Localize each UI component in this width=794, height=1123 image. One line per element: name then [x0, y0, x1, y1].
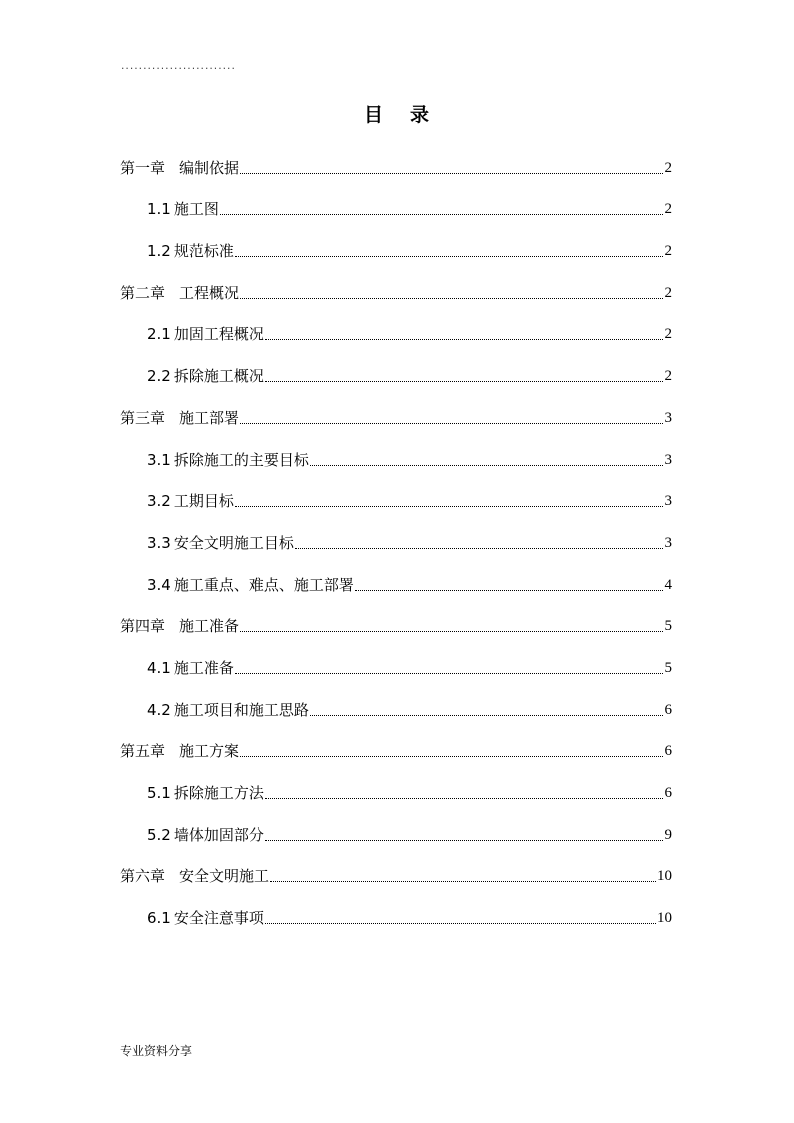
toc-dot-leader [310, 714, 663, 716]
toc-entry-number: 2.1 [147, 325, 171, 344]
toc-entry-title: 工期目标 [173, 492, 234, 511]
toc-section-entry[interactable] [120, 636, 672, 678]
toc-entry-title: 加固工程概况 [173, 325, 264, 344]
toc-entry-title: 施工部署 [179, 408, 240, 427]
toc-entry-label [120, 158, 239, 178]
toc-entry-number: 第二章 [120, 283, 166, 302]
toc-chapter-entry[interactable] [120, 386, 672, 428]
toc-entry-number: 第三章 [120, 408, 166, 427]
toc-page-number: 3 [664, 493, 672, 510]
toc-entry-number: 3.4 [147, 575, 171, 594]
toc-entry-number: 第一章 [120, 158, 166, 177]
toc-entry-title: 施工准备 [179, 617, 240, 636]
toc-entry-number: 第五章 [120, 742, 166, 761]
toc-dot-leader [265, 380, 663, 382]
toc-entry-number: 4.1 [147, 658, 171, 677]
toc-entry-label [120, 366, 264, 386]
toc-chapter-entry[interactable] [120, 261, 672, 303]
toc-entry-number: 3.3 [147, 533, 171, 552]
toc-entry-title: 安全文明施工 [179, 867, 270, 886]
toc-section-entry[interactable] [120, 344, 672, 386]
toc-section-entry[interactable] [120, 678, 672, 720]
toc-page-number: 3 [664, 534, 672, 551]
toc-entry-title: 施工项目和施工思路 [173, 700, 309, 719]
toc-page-number: 6 [664, 743, 672, 760]
toc-entry-label [120, 908, 264, 928]
toc-dot-leader [235, 505, 663, 507]
toc-entry-label [120, 825, 264, 845]
toc-entry-number: 3.2 [147, 492, 171, 511]
toc-page-number: 10 [657, 910, 672, 927]
toc-entry-title: 施工方案 [179, 742, 240, 761]
toc-entry-title: 施工准备 [173, 658, 234, 677]
toc-entry-label [120, 491, 234, 511]
toc-entry-number: 第四章 [120, 617, 166, 636]
toc-entry-title: 拆除施工概况 [173, 367, 264, 386]
toc-entry-number: 5.2 [147, 825, 171, 844]
toc-page-number: 10 [657, 868, 672, 885]
header-dotted-line: .......................... [120, 62, 235, 72]
toc-entry-label [120, 866, 269, 886]
toc-page-number: 6 [664, 701, 672, 718]
toc-entry-label [120, 700, 309, 720]
toc-page-number: 2 [664, 368, 672, 385]
toc-section-entry[interactable] [120, 511, 672, 553]
toc-page-number: 9 [664, 826, 672, 843]
toc-entry-title: 拆除施工的主要目标 [173, 450, 309, 469]
toc-chapter-entry[interactable] [120, 595, 672, 637]
toc-section-entry[interactable] [120, 886, 672, 928]
table-of-contents [120, 136, 672, 928]
toc-entry-label [120, 575, 354, 595]
toc-page-number: 5 [664, 659, 672, 676]
toc-entry-number: 4.2 [147, 700, 171, 719]
toc-dot-leader [240, 172, 663, 174]
toc-page-number: 2 [664, 201, 672, 218]
toc-page-number: 3 [664, 409, 672, 426]
toc-section-entry[interactable] [120, 428, 672, 470]
toc-section-entry[interactable] [120, 761, 672, 803]
toc-section-entry[interactable] [120, 303, 672, 345]
toc-dot-leader [220, 213, 663, 215]
toc-dot-leader [235, 255, 663, 257]
toc-entry-label [120, 199, 219, 219]
toc-dot-leader [265, 338, 663, 340]
toc-dot-leader [265, 922, 656, 924]
toc-dot-leader [235, 672, 663, 674]
toc-page-number: 2 [664, 284, 672, 301]
toc-entry-title: 编制依据 [179, 158, 240, 177]
toc-chapter-entry[interactable] [120, 136, 672, 178]
toc-section-entry[interactable] [120, 553, 672, 595]
page-title [0, 100, 794, 127]
toc-entry-label [120, 533, 294, 553]
toc-dot-leader [240, 755, 663, 757]
toc-page-number: 2 [664, 326, 672, 343]
toc-page-number: 6 [664, 785, 672, 801]
toc-entry-title: 规范标准 [173, 242, 234, 261]
toc-dot-leader [270, 880, 656, 882]
toc-chapter-entry[interactable] [120, 845, 672, 887]
toc-entry-title: 安全注意事项 [173, 909, 264, 928]
toc-entry-number: 2.2 [147, 367, 171, 386]
toc-dot-leader [265, 839, 663, 841]
toc-dot-leader [240, 630, 663, 632]
page-title-part1: 目 [363, 104, 384, 126]
toc-section-entry[interactable] [120, 470, 672, 512]
toc-entry-title: 工程概况 [179, 283, 240, 302]
toc-page-number: 5 [664, 618, 672, 635]
toc-entry-number: 3.1 [147, 450, 171, 469]
toc-entry-number: 6.1 [147, 909, 171, 928]
toc-entry-label [120, 324, 264, 344]
toc-dot-leader [240, 422, 663, 424]
toc-page-number: 2 [664, 159, 672, 176]
toc-entry-label [120, 450, 309, 470]
toc-entry-label [120, 741, 239, 761]
toc-entry-label [120, 658, 234, 678]
toc-entry-label [120, 408, 239, 428]
toc-section-entry[interactable] [120, 219, 672, 261]
toc-section-entry[interactable] [120, 178, 672, 220]
toc-entry-number: 1.2 [147, 242, 171, 261]
footer-text: 专业资料分享 [120, 1044, 193, 1058]
toc-dot-leader [295, 547, 663, 549]
toc-dot-leader [355, 589, 663, 591]
toc-page-number: 4 [664, 576, 672, 593]
page-title-part2: 录 [410, 104, 431, 126]
toc-entry-label [120, 283, 239, 303]
toc-page-number: 3 [664, 451, 672, 468]
toc-entry-number: 第六章 [120, 867, 166, 886]
toc-dot-leader [265, 797, 663, 799]
toc-entry-label [120, 783, 264, 803]
toc-section-entry[interactable] [120, 803, 672, 845]
toc-page-number: 2 [664, 243, 672, 260]
toc-entry-title: 施工重点、难点、施工部署 [173, 575, 354, 594]
toc-entry-label [120, 616, 239, 636]
toc-entry-label [120, 241, 234, 261]
toc-chapter-entry[interactable] [120, 720, 672, 762]
toc-entry-number: 1.1 [147, 200, 171, 219]
toc-dot-leader [310, 464, 663, 466]
toc-entry-title: 施工图 [173, 200, 219, 219]
toc-entry-title: 墙体加固部分 [173, 825, 264, 844]
toc-entry-title: 安全文明施工目标 [173, 533, 294, 552]
toc-dot-leader [240, 297, 663, 299]
toc-entry-number: 5.1 [147, 784, 171, 802]
toc-entry-title: 拆除施工方法 [173, 784, 264, 802]
